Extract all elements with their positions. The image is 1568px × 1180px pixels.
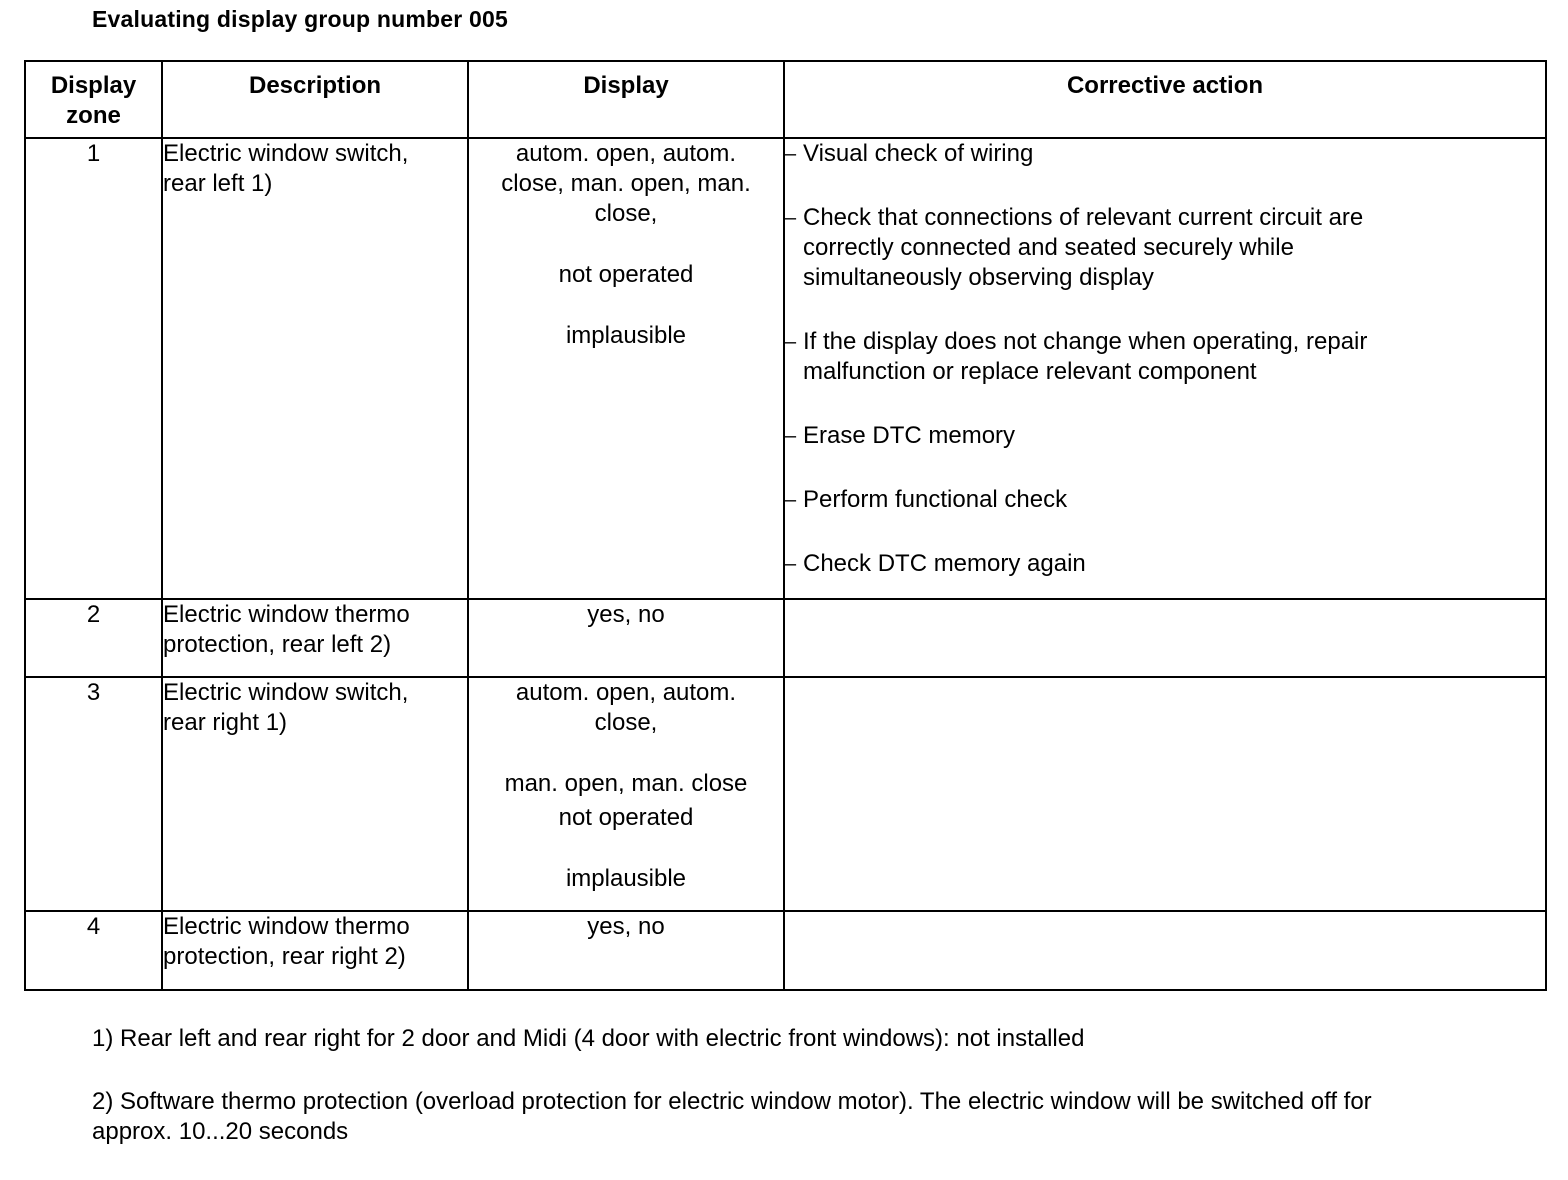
footnote-2: 2) Software thermo protection (overload protection for electric window motor). The electric window will be switched off for approx. 10...20 seconds (92, 1088, 1372, 1145)
table-row (25, 911, 1546, 990)
corrective-action-cell (784, 677, 1546, 911)
list-item: – Perform functional check (785, 486, 1068, 513)
corrective-action-cell (784, 138, 1546, 599)
dash-bullet: – (785, 553, 797, 575)
page-title: Evaluating display group number 005 (92, 6, 508, 32)
corrective-action-cell (784, 599, 1546, 677)
list-item: – Erase DTC memory (785, 422, 1016, 449)
display-cell: yes, no (468, 911, 784, 990)
list-item: – Visual check of wiring (785, 140, 1034, 167)
description-cell: Electric window thermo protection, rear left 2) (162, 599, 468, 677)
header-display-zone: Display zone (25, 61, 162, 138)
table-row (25, 599, 1546, 677)
zone-cell: 2 (25, 599, 162, 677)
table-header-row (25, 61, 1546, 138)
header-corrective-action: Corrective action (784, 61, 1546, 138)
footnote-1: 1) Rear left and rear right for 2 door and Midi (4 door with electric front windows): not installed (92, 1025, 1085, 1052)
display-cell: autom. open, autom. close, man. open, man. close not operated implausible (468, 677, 784, 911)
display-cell: autom. open, autom. close, man. open, man. close, not operated implausible (468, 138, 784, 599)
description-cell: Electric window switch, rear right 1) (162, 677, 468, 911)
display-cell: yes, no (468, 599, 784, 677)
dash-bullet: – (785, 207, 797, 229)
dash-bullet: – (785, 143, 797, 165)
table-row (25, 677, 1546, 911)
zone-cell: 3 (25, 677, 162, 911)
description-cell: Electric window switch, rear left 1) (162, 138, 468, 599)
header-description: Description (162, 61, 468, 138)
zone-cell: 1 (25, 138, 162, 599)
description-cell: Electric window thermo protection, rear right 2) (162, 911, 468, 990)
dash-bullet: – (785, 425, 797, 447)
zone-cell: 4 (25, 911, 162, 990)
display-group-table (24, 60, 1547, 991)
dash-bullet: – (785, 489, 797, 511)
list-item: – If the display does not change when operating, repair malfunction or replace relevant component (785, 328, 1368, 385)
list-item: – Check DTC memory again (785, 550, 1086, 577)
list-item: – Check that connections of relevant current circuit are correctly connected and seated securely while simultaneously observing display (785, 204, 1364, 291)
table-row (25, 138, 1546, 599)
header-display: Display (468, 61, 784, 138)
corrective-action-cell (784, 911, 1546, 990)
corrective-action-list (785, 139, 1545, 579)
footnotes (92, 1024, 1532, 1180)
dash-bullet: – (785, 331, 797, 353)
